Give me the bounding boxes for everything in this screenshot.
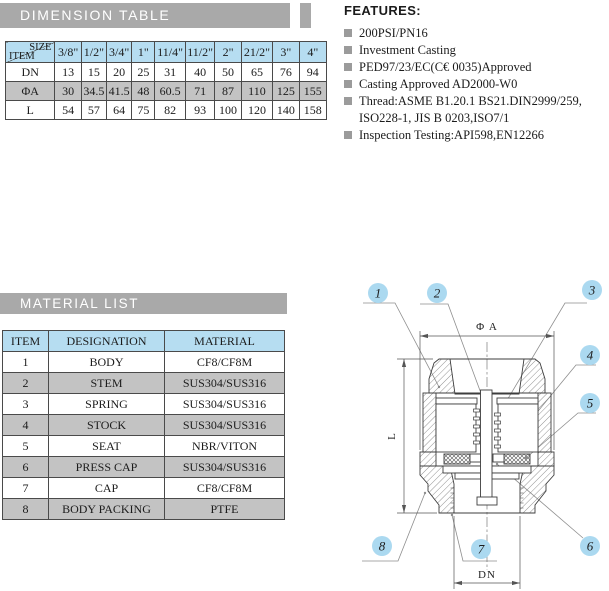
table-row: [3, 394, 285, 415]
cell: SUS304/SUS316: [165, 415, 285, 436]
list-item: [344, 25, 606, 42]
callout-5: 5: [586, 395, 594, 411]
cell: 82: [155, 101, 186, 120]
table-row: [3, 415, 285, 436]
size-col-header: 2": [215, 42, 241, 63]
row-label: DN: [6, 63, 55, 82]
cell: SUS304/SUS316: [165, 373, 285, 394]
features-section: [344, 3, 606, 144]
cell: 120: [241, 101, 273, 120]
cell: 41.5: [107, 82, 132, 101]
table-row-dn: [6, 63, 327, 82]
square-bullet-icon: [344, 46, 352, 54]
dim-label-length: L: [386, 432, 398, 440]
feature-text: ISO228-1, JIS B 0203,ISO7/1: [359, 111, 510, 125]
cell: SUS304/SUS316: [165, 394, 285, 415]
size-col-header: 4": [299, 42, 326, 63]
stem-foot: [477, 497, 497, 505]
cell: 60.5: [155, 82, 186, 101]
row-label: L: [6, 101, 55, 120]
callout-3: 3: [588, 282, 596, 298]
row-label: ΦA: [6, 82, 55, 101]
col-header-item: ITEM: [3, 331, 49, 352]
cell: 2: [3, 373, 49, 394]
cell: BODY PACKING: [49, 499, 165, 520]
cell: 8: [3, 499, 49, 520]
cell: 93: [185, 101, 214, 120]
cell: 64: [107, 101, 132, 120]
size-col-header: 11/4": [155, 42, 186, 63]
size-col-header: 11/2": [185, 42, 214, 63]
corner-item-label: ITEM: [9, 51, 35, 62]
size-col-header: 3/8": [55, 42, 81, 63]
cell: 1: [3, 352, 49, 373]
list-item: [344, 127, 606, 144]
cell: CAP: [49, 478, 165, 499]
cell: 48: [132, 82, 155, 101]
dimension-table-title: DIMENSION TABLE: [20, 7, 171, 23]
cell: 34.5: [81, 82, 106, 101]
corner-cell: [6, 42, 55, 63]
cell: 25: [132, 63, 155, 82]
size-col-header: 1/2": [81, 42, 106, 63]
square-bullet-icon: [344, 63, 352, 71]
callout-7: 7: [477, 541, 485, 557]
cell: 87: [215, 82, 241, 101]
cell: 15: [81, 63, 106, 82]
table-header-row: [3, 331, 285, 352]
size-col-header: 21/2": [241, 42, 273, 63]
feature-text: Inspection Testing:API598,EN12266: [359, 128, 544, 142]
table-row: [3, 373, 285, 394]
dim-label-dn: DN: [478, 569, 496, 581]
cell: 100: [215, 101, 241, 120]
feature-text: 200PSI/PN16: [359, 26, 428, 40]
valve-section-drawing: [350, 272, 609, 591]
cell: 94: [299, 63, 326, 82]
callout-2: 2: [433, 285, 441, 301]
size-col-header: 3": [273, 42, 299, 63]
feature-text: PED97/23/EC(C€ 0035)Approved: [359, 60, 532, 74]
cell: 50: [215, 63, 241, 82]
list-item: [344, 42, 606, 59]
callout-1: 1: [374, 285, 382, 301]
table-row: [3, 436, 285, 457]
feature-text: Casting Approved AD2000-W0: [359, 77, 518, 91]
cell: 140: [273, 101, 299, 120]
cell: 125: [273, 82, 299, 101]
cell: CF8/CF8M: [165, 352, 285, 373]
material-list-title: MATERIAL LIST: [20, 296, 140, 311]
square-bullet-icon: [344, 131, 352, 139]
cell: 57: [81, 101, 106, 120]
cell: 158: [299, 101, 326, 120]
feature-text: Thread:ASME B1.20.1 BS21.DIN2999/259,: [359, 94, 582, 108]
cell: BODY: [49, 352, 165, 373]
dimension-table: [5, 41, 327, 120]
size-col-header: 3/4": [107, 42, 132, 63]
table-row-dia: [6, 82, 327, 101]
list-item: [344, 76, 606, 93]
col-header-material: MATERIAL: [165, 331, 285, 352]
cell: 155: [299, 82, 326, 101]
cell: 54: [55, 101, 81, 120]
cell: SUS304/SUS316: [165, 457, 285, 478]
callout-8: 8: [378, 538, 386, 554]
list-item-continuation: [344, 110, 606, 127]
cell: SPRING: [49, 394, 165, 415]
dimension-table-header-bar: [0, 3, 290, 28]
table-row-l: [6, 101, 327, 120]
table-row: [3, 478, 285, 499]
square-bullet-icon: [344, 97, 352, 105]
dim-label-diameter: Φ A: [476, 321, 498, 333]
features-title: FEATURES:: [344, 3, 422, 18]
bar-accent-square: [300, 3, 311, 28]
cell: 110: [241, 82, 273, 101]
cell: 7: [3, 478, 49, 499]
material-list-header-bar: [0, 293, 287, 314]
cell: 76: [273, 63, 299, 82]
cell: NBR/VITON: [165, 436, 285, 457]
col-header-designation: DESIGNATION: [49, 331, 165, 352]
cell: 5: [3, 436, 49, 457]
cell: 6: [3, 457, 49, 478]
cell: 75: [132, 101, 155, 120]
feature-text: Investment Casting: [359, 43, 456, 57]
square-bullet-icon: [344, 29, 352, 37]
size-col-header: 1": [132, 42, 155, 63]
cell: 71: [185, 82, 214, 101]
callout-4: 4: [586, 347, 594, 363]
cell: 65: [241, 63, 273, 82]
stem: [481, 390, 493, 498]
cell: SEAT: [49, 436, 165, 457]
cell: 13: [55, 63, 81, 82]
cell: PTFE: [165, 499, 285, 520]
list-item: [344, 93, 606, 110]
callout-leader-lines: [362, 303, 596, 561]
cell: PRESS CAP: [49, 457, 165, 478]
seat-seal: [504, 454, 530, 464]
table-row: [3, 499, 285, 520]
cell: STEM: [49, 373, 165, 394]
cell: 40: [185, 63, 214, 82]
seat-seal: [444, 454, 470, 464]
table-row: [3, 352, 285, 373]
cell: 3: [3, 394, 49, 415]
table-row: [3, 457, 285, 478]
corner-size-label: SIZE: [29, 42, 52, 53]
cell: CF8/CF8M: [165, 478, 285, 499]
cell: 4: [3, 415, 49, 436]
material-list-table: [2, 330, 285, 520]
cell: 31: [155, 63, 186, 82]
cell: 30: [55, 82, 81, 101]
list-item: [344, 59, 606, 76]
cell: 20: [107, 63, 132, 82]
callout-6: 6: [586, 538, 594, 554]
square-bullet-icon: [344, 80, 352, 88]
cell: STOCK: [49, 415, 165, 436]
